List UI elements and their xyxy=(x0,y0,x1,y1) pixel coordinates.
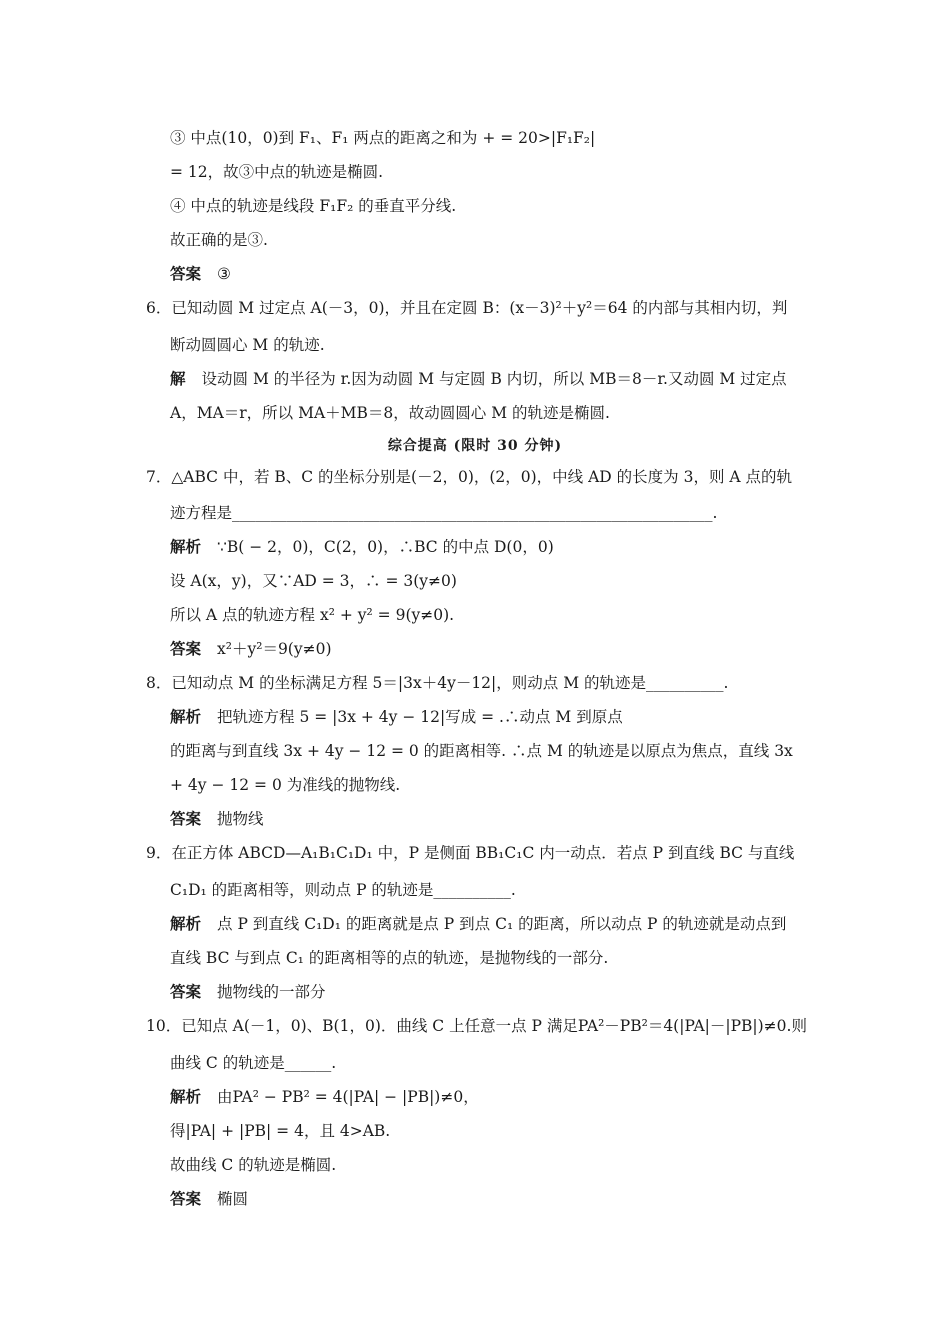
line-text: 直线 BC 与到点 C₁ 的距离相等的点的轨迹，是抛物线的一部分. xyxy=(170,949,609,967)
line-text: 9．在正方体 ABCD—A₁B₁C₁D₁ 中，P 是侧面 BB₁C₁C 内一动点．若点 P 到直线 BC 与直线 xyxy=(146,844,795,862)
keyword-label: 解析 xyxy=(170,707,202,726)
text-line xyxy=(170,740,793,762)
text-line xyxy=(146,466,792,488)
text-line xyxy=(170,808,264,830)
line-text: 8．已知动点 M 的坐标满足方程 5＝|3x＋4y－12|，则动点 M 的轨迹是__________. xyxy=(146,674,729,692)
keyword-label: 解 xyxy=(170,369,186,388)
line-text: 设 A(x，y)，又∵AD = 3，∴ = 3(y≠0) xyxy=(170,572,457,590)
text-line xyxy=(170,536,554,558)
line-text: 把轨迹方程 5 = |3x + 4y − 12|写成 = .∴动点 M 到原点 xyxy=(217,708,623,726)
keyword-label: 答案 xyxy=(170,982,202,1001)
text-line xyxy=(170,263,231,285)
text-line xyxy=(170,229,268,251)
line-text: 故正确的是③. xyxy=(170,231,268,249)
keyword-label: 答案 xyxy=(170,1189,202,1208)
line-text: 设动圆 M 的半径为 r.因为动圆 M 与定圆 B 内切，所以 MB＝8－r.又动圆 M 过定点 xyxy=(201,370,787,388)
line-text: C₁D₁ 的距离相等，则动点 P 的轨迹是__________. xyxy=(170,881,516,899)
line-text: 得|PA| + |PB| = 4，且 4>AB. xyxy=(170,1122,391,1140)
text-line xyxy=(146,1015,807,1037)
line-text: 迹方程是______________________________________________________________. xyxy=(170,504,718,522)
line-text: 故曲线 C 的轨迹是椭圆. xyxy=(170,1156,337,1174)
line-text: 由PA² − PB² = 4(|PA| − |PB|)≠0， xyxy=(217,1088,479,1106)
text-line xyxy=(170,1052,336,1074)
keyword-label: 解析 xyxy=(170,1087,202,1106)
line-text: 椭圆 xyxy=(217,1190,249,1208)
text-line xyxy=(170,570,457,592)
line-text: 曲线 C 的轨迹是______. xyxy=(170,1054,337,1072)
text-line xyxy=(170,638,332,660)
keyword-label: 解析 xyxy=(170,914,202,933)
line-text: 6．已知动圆 M 过定点 A(－3，0)，并且在定圆 B：(x－3)²＋y²＝64 的内部与其相内切，判 xyxy=(146,299,788,317)
text-line xyxy=(170,774,400,796)
line-text: 点 P 到直线 C₁D₁ 的距离就是点 P 到点 C₁ 的距离，所以动点 P 的轨迹就是动点到 xyxy=(217,915,787,933)
text-line xyxy=(170,706,623,728)
line-text: ③ xyxy=(217,265,231,283)
line-text: 抛物线的一部分 xyxy=(217,983,326,1001)
text-line xyxy=(170,947,608,969)
line-text: A，MA＝r，所以 MA＋MB＝8，故动圆圆心 M 的轨迹是椭圆. xyxy=(170,404,610,422)
line-text: 断动圆圆心 M 的轨迹. xyxy=(170,336,325,354)
text-line xyxy=(170,368,787,390)
line-text: 的距离与到直线 3x + 4y − 12 = 0 的距离相等. ∴点 M 的轨迹是以原点为焦点，直线 3x xyxy=(170,742,793,760)
line-text: = 12，故③中点的轨迹是椭圆. xyxy=(170,163,384,181)
text-line xyxy=(170,127,595,149)
text-line xyxy=(146,842,794,864)
text-line xyxy=(170,1154,336,1176)
keyword-label: 答案 xyxy=(170,264,202,283)
keyword-label: 解析 xyxy=(170,537,202,556)
keyword-label: 答案 xyxy=(170,639,202,658)
text-line xyxy=(170,981,326,1003)
text-line xyxy=(170,879,516,901)
text-line xyxy=(170,502,717,524)
keyword-label: 答案 xyxy=(170,809,202,828)
line-text: 10．已知点 A(－1，0)、B(1，0)．曲线 C 上任意一点 P 满足PA²－PB²＝4(|PA|－|PB|)≠0.则 xyxy=(146,1017,807,1035)
text-line xyxy=(170,1086,479,1108)
section-heading xyxy=(0,435,950,457)
text-line xyxy=(170,913,786,935)
line-text: 所以 A 点的轨迹方程 x² + y² = 9(y≠0). xyxy=(170,606,455,624)
line-text: 综合提高 (限时 30 分钟) xyxy=(387,438,563,454)
line-text: ③ 中点(10，0)到 F₁、F₁ 两点的距离之和为 + = 20>|F₁F₂| xyxy=(170,129,596,147)
text-line xyxy=(170,604,454,626)
text-line xyxy=(170,402,610,424)
line-text: 7．△ABC 中，若 B、C 的坐标分别是(－2，0)，(2，0)，中线 AD 的长度为 3，则 A 点的轨 xyxy=(146,468,792,486)
text-line xyxy=(170,161,383,183)
text-line xyxy=(146,297,787,319)
line-text: x²＋y²＝9(y≠0) xyxy=(217,640,332,658)
text-line xyxy=(170,195,456,217)
text-line xyxy=(170,334,325,356)
line-text: ④ 中点的轨迹是线段 F₁F₂ 的垂直平分线. xyxy=(170,197,457,215)
line-text: ∵B( − 2，0)，C(2，0)，∴BC 的中点 D(0，0) xyxy=(217,538,554,556)
text-line xyxy=(170,1188,248,1210)
text-line xyxy=(146,672,728,694)
line-text: + 4y − 12 = 0 为准线的抛物线. xyxy=(170,776,401,794)
line-text: 抛物线 xyxy=(217,810,264,828)
text-line xyxy=(170,1120,390,1142)
